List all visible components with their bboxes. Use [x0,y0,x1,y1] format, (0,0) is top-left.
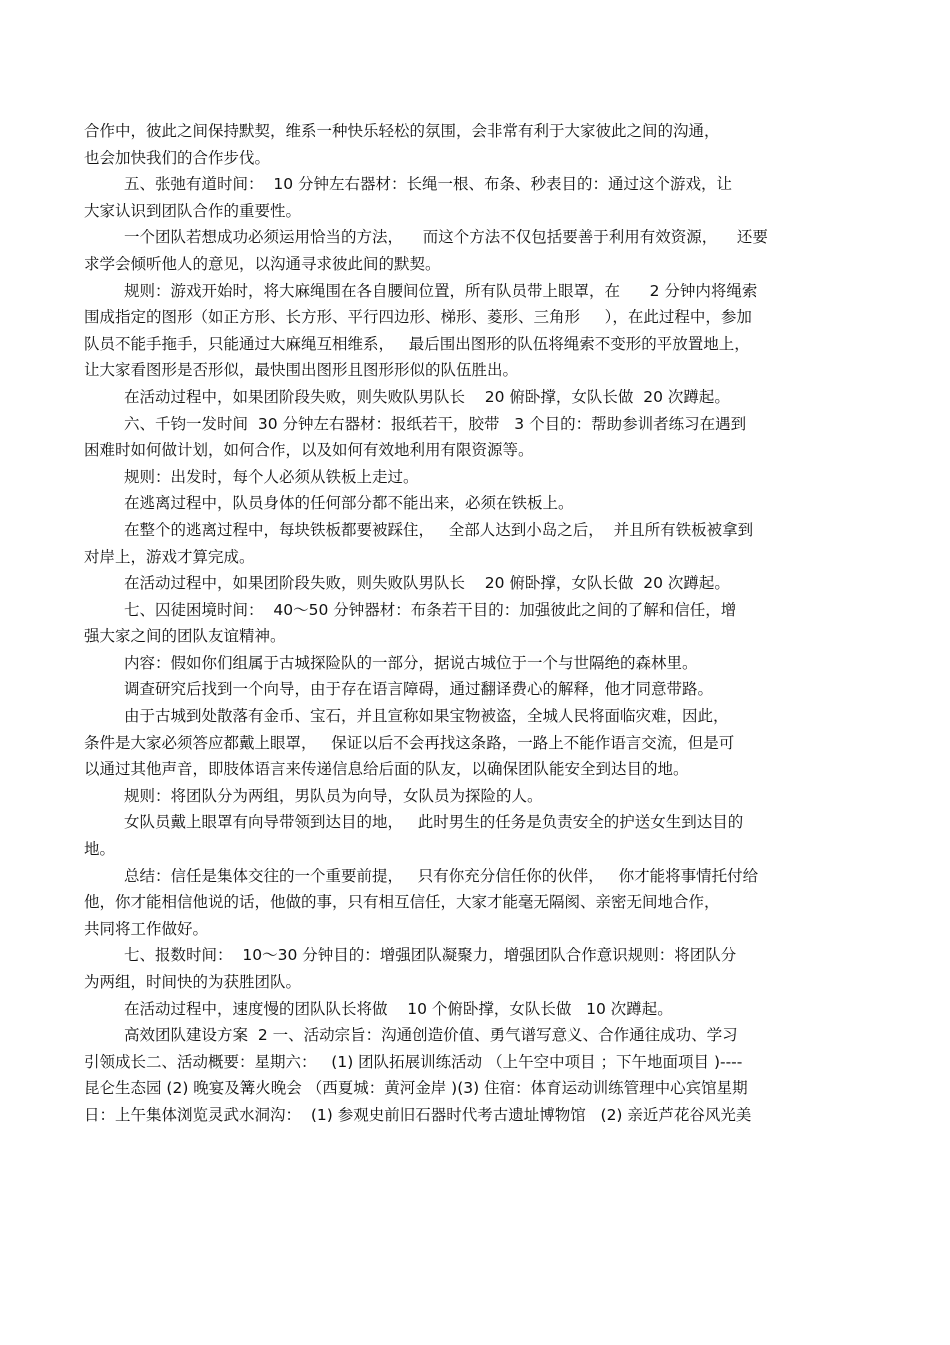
text-line: 七、报数时间： 10～30 分钟目的：增强团队凝聚力，增强团队合作意识规则：将团队分 [124,946,737,965]
text-line: 围成指定的图形（如正方形、长方形、平行四边形、梯形、菱形、三角形 ），在此过程中，参加 [84,308,752,327]
text-line: 合作中，彼此之间保持默契，维系一种快乐轻松的氛围，会非常有利于大家彼此之间的沟通， [84,122,720,140]
text-line: 规则：游戏开始时，将大麻绳围在各自腰间位置，所有队员带上眼罩，在 2 分钟内将绳索 [124,281,758,300]
text-line: 七、囚徒困境时间： 40～50 分钟器材：布条若干目的：加强彼此之间的了解和信任，增 [124,600,737,619]
text-line: 规则：出发时，每个人必须从铁板上走过。 [124,467,419,486]
text-line: 内容：假如你们组属于古城探险队的一部分，据说古城位于一个与世隔绝的森林里。 [124,653,698,672]
text-line: 在整个的逃离过程中，每块铁板都要被踩住， 全部人达到小岛之后， 并且所有铁板被拿到 [124,520,754,539]
text-line: 在活动过程中，如果团阶段失败，则失败队男队长 20 俯卧撑，女队长做 20 次蹲起。 [124,387,730,406]
text-line: 由于古城到处散落有金币、宝石，并且宣称如果宝物被盗，全城人民将面临灾难，因此， [124,707,729,726]
text-line: 队员不能手拖手，只能通过大麻绳互相维系， 最后围出图形的队伍将绳索不变形的平放置地上， [84,334,750,353]
text-line: 也会加快我们的合作步伐。 [84,148,271,167]
text-line: 让大家看图形是否形似，最快围出图形且图形形似的队伍胜出。 [84,361,519,380]
text-line: 他，你才能相信他说的话，他做的事，只有相互信任，大家才能毫无隔阂、亲密无间地合作， [84,893,720,912]
text-line: 规则：将团队分为两组，男队员为向导，女队员为探险的人。 [124,786,543,805]
text-line: 在逃离过程中，队员身体的任何部分都不能出来，必须在铁板上。 [124,494,574,513]
text-line: 强大家之间的团队友谊精神。 [84,627,286,646]
text-line: 在活动过程中，速度慢的团队队长将做 10 个俯卧撑，女队长做 10 次蹲起。 [124,999,673,1018]
text-line: 困难时如何做计划，如何合作，以及如何有效地利用有限资源等。 [84,441,534,460]
text-line: 调查研究后找到一个向导，由于存在语言障碍，通过翻译费心的解释，他才同意带路。 [124,680,714,699]
text-line: 引领成长二、活动概要：星期六： (1) 团队拓展训练活动 （上午空中项目 ；下午地面项目 )---- [84,1052,743,1071]
text-line: 求学会倾听他人的意见，以沟通寻求彼此间的默契。 [84,254,441,273]
text-line: 女队员戴上眼罩有向导带领到达目的地， 此时男生的任务是负责安全的护送女生到达目的 [124,813,744,832]
text-line: 日：上午集体浏览灵武水洞沟： (1) 参观史前旧石器时代考古遗址博物馆 (2) 亲近芦花谷风光美 [84,1105,752,1124]
text-line: 六、千钧一发时间 30 分钟左右器材：报纸若干，胶带 3 个目的：帮助参训者练习在遇到 [124,414,747,433]
text-line: 地。 [84,840,116,859]
text-line: 条件是大家必须答应都戴上眼罩， 保证以后不会再找这条路，一路上不能作语言交流，但是可 [84,733,735,752]
text-line: 大家认识到团队合作的重要性。 [84,201,302,220]
document-body [84,118,874,1129]
text-line: 昆仑生态园 (2) 晚宴及篝火晚会 （西夏城：黄河金岸 )(3) 住宿：体育运动训练管理中心宾馆星期 [84,1079,748,1098]
text-line: 以通过其他声音，即肢体语言来传递信息给后面的队友，以确保团队能安全到达目的地。 [84,760,689,779]
text-line: 总结：信任是集体交往的一个重要前提， 只有你充分信任你的伙伴， 你才能将事情托付给 [124,866,759,885]
text-line: 对岸上，游戏才算完成。 [84,547,255,566]
text-line: 共同将工作做好。 [84,919,209,938]
text-line: 在活动过程中，如果团阶段失败，则失败队男队长 20 俯卧撑，女队长做 20 次蹲起。 [124,574,730,593]
text-line: 为两组，时间快的为获胜团队。 [84,973,302,991]
text-line: 五、张弛有道时间： 10 分钟左右器材：长绳一根、布条、秒表目的：通过这个游戏，让 [124,175,733,194]
text-line: 高效团队建设方案 2 一、活动宗旨：沟通创造价值、勇气谱写意义、合作通往成功、学习 [124,1026,738,1045]
text-line: 一个团队若想成功必须运用恰当的方法， 而这个方法不仅包括要善于利用有效资源， 还要 [124,228,768,247]
